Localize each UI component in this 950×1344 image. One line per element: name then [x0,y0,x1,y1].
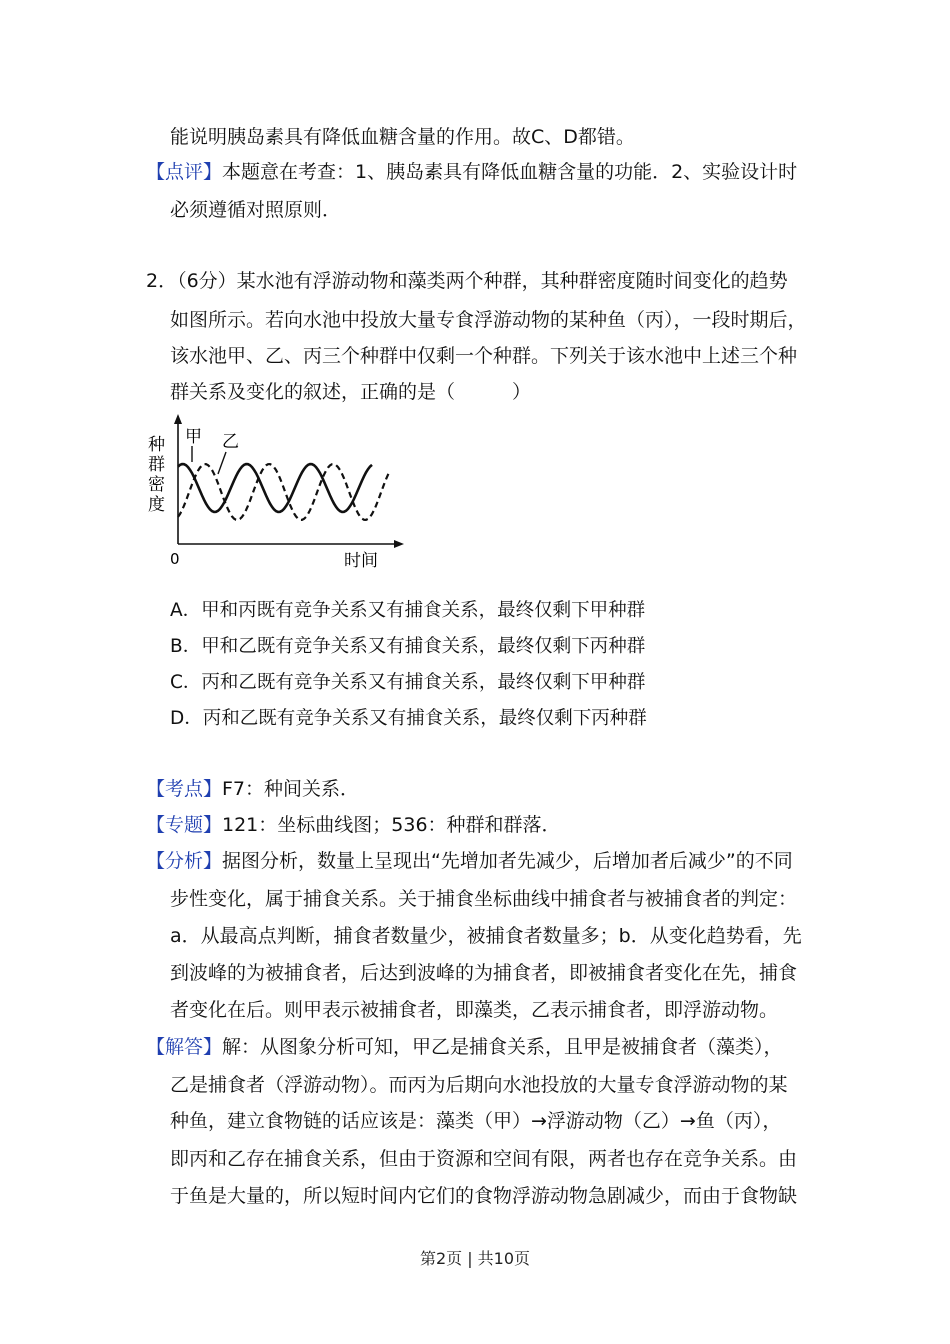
prev-text-line: 能说明胰岛素具有降低血糖含量的作用。故C、D都错。 [170,126,635,148]
answer-text-line: 种鱼，建立食物链的话应该是：藻类（甲）→浮游动物（乙）→鱼（丙）， [170,1110,782,1132]
x-axis-label: 时间 [344,551,378,571]
y-axis-arrow [174,414,182,424]
option-a: A．甲和丙既有竞争关系又有捕食关系，最终仅剩下甲种群 [170,600,646,621]
origin-label: 0 [170,550,180,568]
kaodian-tag: 【考点】 [146,778,223,800]
option-c: C．丙和乙既有竞争关系又有捕食关系，最终仅剩下甲种群 [170,672,646,693]
axes [174,414,404,548]
analysis-text-line: a．从最高点判断，捕食者数量少，被捕食者数量多；b．从变化趋势看，先 [170,925,802,947]
question-stem-line: 2．（6分）某水池有浮游动物和藻类两个种群，其种群密度随时间变化的趋势 [146,270,788,292]
zhuanti-text: 121：坐标曲线图；536：种群和群落． [222,814,561,836]
comment-text-line: 本题意在考查：1、胰岛素具有降低血糖含量的功能．2、实验设计时 [222,161,798,183]
option-d: D．丙和乙既有竞争关系又有捕食关系，最终仅剩下丙种群 [170,708,647,729]
series-jia-label: 甲 [185,427,202,447]
population-density-figure [140,412,410,574]
comment-text-line: 必须遵循对照原则． [170,199,342,221]
answer-text-line: 于鱼是大量的，所以短时间内它们的食物浮游动物急剧减少，而由于食物缺 [170,1185,798,1207]
zhuanti-tag: 【专题】 [146,814,223,836]
x-axis-arrow [394,540,404,548]
analysis-text-line: 据图分析，数量上呈现出“先增加者先减少，后增加者后减少”的不同 [222,850,793,872]
analysis-text-line: 步性变化，属于捕食关系。关于捕食坐标曲线中捕食者与被捕食者的判定： [170,888,798,910]
answer-text-line: 即丙和乙存在捕食关系，但由于资源和空间有限，两者也存在竞争关系。由 [170,1148,798,1170]
series-jia-curve [178,464,372,512]
answer-text-line: 乙是捕食者（浮游动物）。而丙为后期向水池投放的大量专食浮游动物的某 [170,1074,788,1096]
question-stem-line: 该水池甲、乙、丙三个种群中仅剩一个种群。下列关于该水池中上述三个种 [170,345,798,367]
question-stem-line: 群关系及变化的叙述，正确的是（ ） [170,381,532,403]
page-footer: 第2页 | 共10页 [419,1249,531,1268]
kaodian-text: F7：种间关系． [222,778,360,800]
comment-tag: 【点评】 [146,161,223,183]
ylabel-char: 度 [148,495,165,515]
ylabel-char: 密 [148,475,165,495]
question-stem-line: 如图所示。若向水池中投放大量专食浮游动物的某种鱼（丙），一段时期后， [170,309,807,331]
ylabel-char: 种 [148,435,165,455]
analysis-tag: 【分析】 [146,850,223,872]
option-b: B．甲和乙既有竞争关系又有捕食关系，最终仅剩下丙种群 [170,636,646,657]
series-yi-label: 乙 [222,432,239,452]
analysis-text-line: 者变化在后。则甲表示被捕食者，即藻类，乙表示捕食者，即浮游动物。 [170,999,779,1021]
answer-text-line: 解：从图象分析可知，甲乙是捕食关系，且甲是被捕食者（藻类）， [222,1036,783,1058]
series-yi-leader [218,452,226,474]
ylabel-char: 群 [148,455,165,475]
answer-tag: 【解答】 [146,1036,223,1058]
analysis-text-line: 到波峰的为被捕食者，后达到波峰的为捕食者，即被捕食者变化在先，捕食 [170,962,798,984]
